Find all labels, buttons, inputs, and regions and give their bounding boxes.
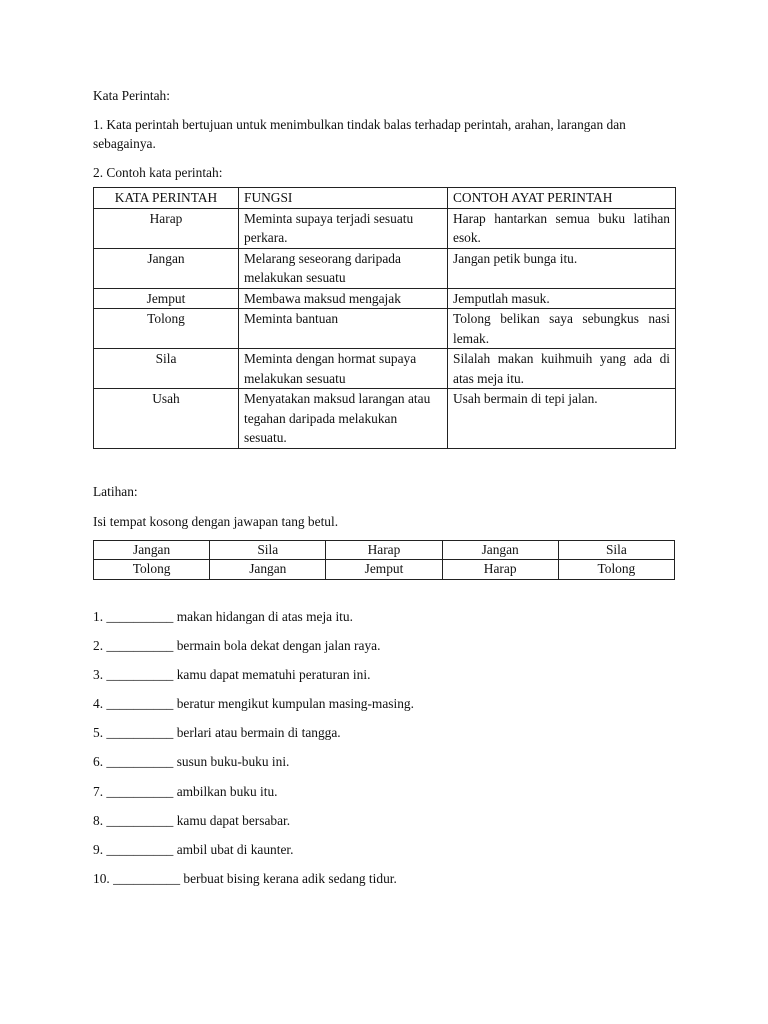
header-kata-perintah: KATA PERINTAH: [94, 188, 239, 209]
table-cell: Menyatakan maksud larangan atau tegahan daripada melakukan sesuatu.: [239, 389, 448, 449]
table-row: [94, 540, 675, 560]
question-item: 9. __________ ambil ubat di kaunter.: [93, 842, 294, 857]
table-cell: Harap hantarkan semua buku latihan esok.: [448, 208, 676, 248]
table-cell: Usah bermain di tepi jalan.: [448, 389, 676, 449]
table-row: [94, 560, 675, 580]
table-cell: Jemput: [94, 288, 239, 309]
answer-option: Jangan: [94, 540, 210, 560]
table-cell: Jangan: [94, 248, 239, 288]
exercise-instruction: Isi tempat kosong dengan jawapan tang betul.: [93, 513, 339, 529]
table-cell: Meminta supaya terjadi sesuatu perkara.: [239, 208, 448, 248]
question-list: [93, 607, 675, 889]
table-cell: Harap: [94, 208, 239, 248]
header-fungsi: FUNGSI: [239, 188, 448, 209]
table-cell: Tolong belikan saya sebungkus nasi lemak.: [448, 309, 676, 349]
table-row: [94, 309, 676, 349]
question-item: 2. __________ bermain bola dekat dengan jalan raya.: [93, 637, 381, 653]
table-row: [94, 389, 676, 449]
answer-option: Jangan: [210, 560, 326, 580]
answer-option: Harap: [442, 560, 558, 580]
answer-option: Harap: [326, 540, 442, 560]
question-item: 5. __________ berlari atau bermain di tangga.: [93, 725, 341, 741]
table-row: [94, 288, 676, 309]
point-2: 2. Contoh kata perintah:: [93, 165, 223, 180]
table-cell: Jangan petik bunga itu.: [448, 248, 676, 288]
table-cell: Meminta dengan hormat supaya melakukan sesuatu: [239, 349, 448, 389]
reference-table-header: [94, 188, 676, 209]
answer-options-table: [93, 540, 675, 580]
question-item: 8. __________ kamu dapat bersabar.: [93, 812, 291, 828]
question-item: 7. __________ ambilkan buku itu.: [93, 783, 278, 799]
question-item: 6. __________ susun buku-buku ini.: [93, 754, 290, 770]
reference-table: [93, 187, 676, 449]
table-row: [94, 208, 676, 248]
table-cell: Meminta bantuan: [239, 309, 448, 349]
question-item: 1. __________ makan hidangan di atas meja itu.: [93, 608, 353, 624]
table-row: [94, 248, 676, 288]
table-cell: Jemputlah masuk.: [448, 288, 676, 309]
table-cell: Silalah makan kuihmuih yang ada di atas meja itu.: [448, 349, 676, 389]
answer-option: Jangan: [442, 540, 558, 560]
answer-option: Tolong: [94, 560, 210, 580]
table-row: [94, 349, 676, 389]
document-page: [93, 86, 675, 898]
answer-option: Sila: [558, 540, 674, 560]
point-1: 1. Kata perintah bertujuan untuk menimbulkan tindak balas terhadap perintah, arahan, larangan dan sebagainya.: [93, 117, 626, 151]
question-item: 3. __________ kamu dapat mematuhi peraturan ini.: [93, 666, 371, 682]
answer-option: Sila: [210, 540, 326, 560]
header-contoh-ayat: CONTOH AYAT PERINTAH: [448, 188, 676, 209]
table-cell: Sila: [94, 349, 239, 389]
answer-option: Jemput: [326, 560, 442, 580]
exercise-title: Latihan:: [93, 483, 138, 499]
answer-option: Tolong: [558, 560, 674, 580]
heading: Kata Perintah:: [93, 88, 170, 103]
table-cell: Membawa maksud mengajak: [239, 288, 448, 309]
table-cell: Usah: [94, 389, 239, 449]
table-cell: Tolong: [94, 309, 239, 349]
table-cell: Melarang seseorang daripada melakukan sesuatu: [239, 248, 448, 288]
question-item: 10. __________ berbuat bising kerana adik sedang tidur.: [93, 871, 397, 887]
question-item: 4. __________ beratur mengikut kumpulan masing-masing.: [93, 696, 414, 712]
